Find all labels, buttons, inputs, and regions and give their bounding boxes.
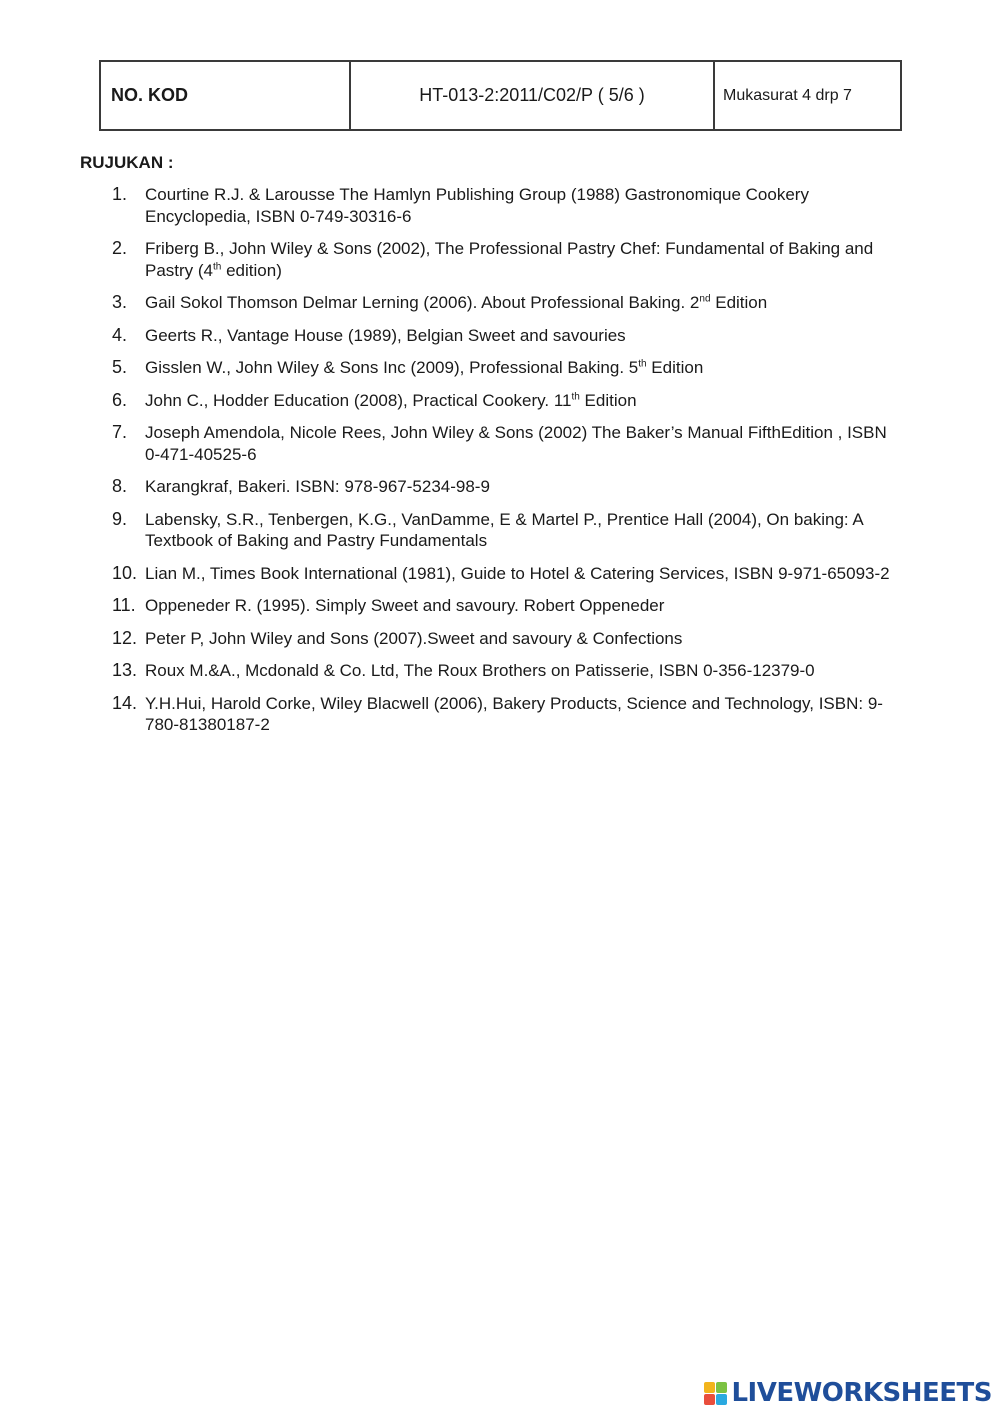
reference-text (145, 628, 902, 650)
reference-text-main: Gisslen W., John Wiley & Sons Inc (2009), Professional Baking. 5 (145, 358, 639, 377)
liveworksheets-logo (704, 1377, 992, 1409)
reference-text (145, 325, 902, 347)
header-row (100, 61, 901, 130)
reference-text-main: Geerts R., Vantage House (1989), Belgian Sweet and savouries (145, 325, 626, 345)
logo-badge-square (716, 1382, 727, 1393)
reference-superscript: th (213, 260, 222, 272)
document-header-table (99, 60, 902, 131)
reference-item (112, 390, 902, 412)
reference-text-main: John C., Hodder Education (2008), Practical Cookery. 11 (145, 390, 572, 410)
reference-number: 4. (112, 324, 128, 345)
reference-number: 13. (112, 660, 138, 680)
reference-number: 11. (112, 595, 136, 615)
reference-text (145, 595, 902, 617)
reference-text-main: Friberg B., John Wiley & Sons (2002), The Professional Pastry Chef: Fundamental of Baking and Pastry (4 (145, 239, 874, 280)
reference-text-main: Courtine R.J. & Larousse The Hamlyn Publishing Group (1988) Gastronomique Cookery Encyclopedia, ISBN 0-749-30316-6 (145, 185, 809, 226)
reference-text (145, 390, 902, 412)
reference-text (145, 660, 902, 682)
reference-text (145, 693, 902, 736)
reference-item (112, 292, 902, 314)
reference-item (112, 238, 902, 281)
reference-text-main: Lian M., Times Book International (1981), Guide to Hotel & Catering Services, ISBN 9-971-65093-2 (145, 563, 890, 583)
reference-number: 14. (112, 692, 138, 713)
reference-text-main: Karangkraf, Bakeri. ISBN: 978-967-5234-98-9 (145, 477, 490, 496)
reference-number: 7. (112, 422, 128, 442)
reference-text-main: Y.H.Hui, Harold Corke, Wiley Blacwell (2006), Bakery Products, Science and Technology, ISBN: 9-780-81380187-2 (145, 693, 883, 734)
reference-text-main: Oppeneder R. (1995). Simply Sweet and savoury. Robert Oppeneder (145, 596, 665, 615)
reference-superscript: nd (699, 293, 711, 305)
reference-text-after: Edition (710, 293, 768, 312)
reference-number: 5. (112, 357, 128, 377)
logo-badge-square (704, 1382, 715, 1393)
reference-list (112, 184, 902, 747)
section-title: RUJUKAN : (80, 153, 174, 172)
reference-text-main: Joseph Amendola, Nicole Rees, John Wiley & Sons (2002) The Baker’s Manual FifthEdition , ISBN 0-471-40525-6 (145, 423, 887, 464)
reference-item (112, 563, 902, 585)
code-label: NO. KOD (100, 61, 350, 130)
reference-text (145, 476, 902, 498)
reference-text (145, 563, 902, 585)
reference-text-main: Labensky, S.R., Tenbergen, K.G., VanDamme, E & Martel P., Prentice Hall (2004), On baking: A Textbook of Baking and Pastry Fundamentals (145, 509, 863, 550)
reference-item (112, 357, 902, 379)
reference-number: 10. (112, 562, 138, 583)
reference-item (112, 660, 902, 682)
reference-number: 1. (112, 184, 128, 204)
reference-item (112, 628, 902, 650)
logo-text: LIVEWORKSHEETS (731, 1378, 992, 1408)
reference-item (112, 422, 902, 465)
reference-number: 3. (112, 292, 128, 312)
reference-item (112, 184, 902, 227)
reference-item (112, 595, 902, 617)
reference-text-main: Gail Sokol Thomson Delmar Lerning (2006). About Professional Baking. 2 (145, 293, 700, 312)
reference-text (145, 238, 902, 281)
reference-item (112, 325, 902, 347)
reference-number: 9. (112, 508, 128, 529)
reference-item (112, 509, 902, 552)
reference-number: 6. (112, 389, 128, 410)
reference-number: 2. (112, 238, 128, 258)
reference-text-after: Edition (646, 358, 704, 377)
reference-text (145, 422, 902, 465)
logo-badge-icon (704, 1382, 727, 1405)
reference-text (145, 184, 902, 227)
reference-item (112, 693, 902, 736)
reference-superscript: th (571, 390, 580, 402)
reference-text (145, 357, 902, 379)
reference-text (145, 292, 902, 314)
reference-text (145, 509, 902, 552)
code-value: HT-013-2:2011/C02/P ( 5/6 ) (350, 61, 714, 130)
reference-superscript: th (638, 358, 647, 370)
reference-number: 12. (112, 627, 138, 648)
reference-text-main: Peter P, John Wiley and Sons (2007).Sweet and savoury & Confections (145, 628, 683, 648)
reference-text-after: Edition (579, 390, 637, 410)
logo-badge-square (704, 1394, 715, 1405)
reference-number: 8. (112, 476, 128, 496)
reference-text-after: edition) (221, 260, 282, 280)
logo-badge-square (716, 1394, 727, 1405)
reference-text-main: Roux M.&A., Mcdonald & Co. Ltd, The Roux Brothers on Patisserie, ISBN 0-356-12379-0 (145, 661, 815, 680)
reference-item (112, 476, 902, 498)
page-info: Mukasurat 4 drp 7 (714, 61, 901, 130)
